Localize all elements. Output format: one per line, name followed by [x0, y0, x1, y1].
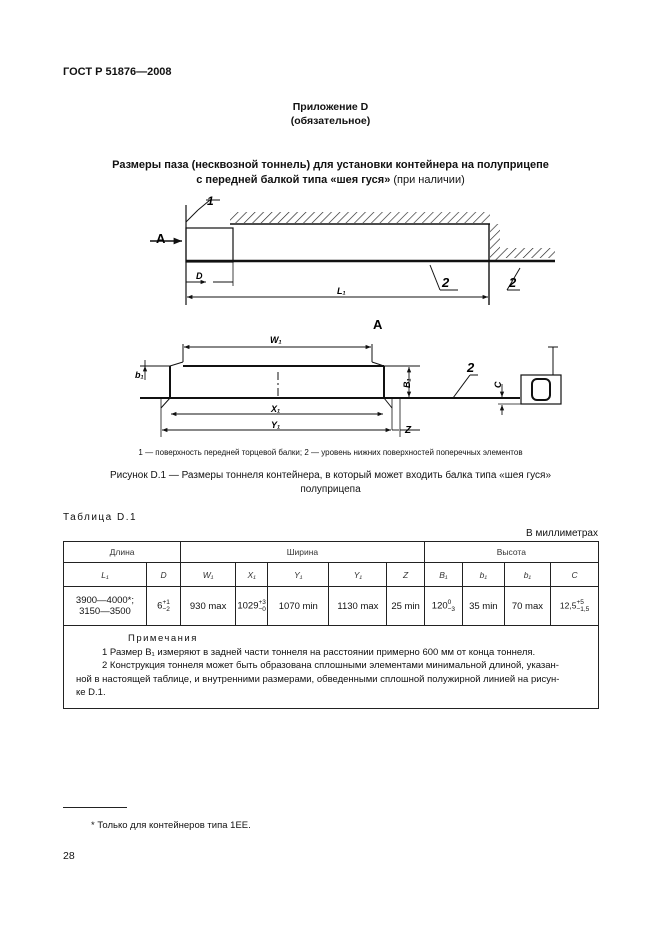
caption-line2: полуприцепа [300, 484, 361, 495]
col-header: W₁ [181, 563, 236, 587]
cell-y1-min: 1070 min [268, 587, 329, 626]
cell-y1-max: 1130 max [329, 587, 387, 626]
col-header: b₁ [463, 563, 504, 587]
col-header: Z [387, 563, 424, 587]
cell-d-sub: −2 [162, 606, 170, 613]
dim-x1-label: X₁ [271, 404, 281, 414]
annex-label: Приложение D [292, 101, 369, 113]
page-number: 28 [63, 850, 75, 862]
table-d1 [63, 541, 599, 709]
dim-l1-label: L₁ [337, 286, 346, 296]
document-header: ГОСТ Р 51876—2008 [63, 66, 172, 78]
dim-b1-small-label: b₁ [135, 370, 144, 380]
dim-c-label: C [493, 381, 503, 388]
col-header: X₁ [236, 563, 268, 587]
cell-c-sup: +5 [576, 599, 584, 606]
cell-d [146, 587, 180, 626]
col-header: B₁ [424, 563, 462, 587]
table-row [64, 587, 599, 626]
callout-2-right: 2 [509, 275, 517, 290]
dim-z-label: Z [405, 425, 412, 436]
cell-d-sup: +1 [162, 599, 170, 606]
col-header: Y₁ [329, 563, 387, 587]
cell-x1 [236, 587, 268, 626]
cell-b1-min: 35 min [463, 587, 504, 626]
col-header: Y₁ [268, 563, 329, 587]
label-a-arrow: A [156, 231, 166, 246]
dim-d-label: D [196, 271, 203, 281]
cell-w1: 930 max [181, 587, 236, 626]
cell-b1-sub: −3 [447, 606, 456, 613]
group-header-length: Длина [64, 542, 181, 563]
callout-2-view-a: 2 [467, 360, 475, 375]
notes-cell [64, 626, 599, 709]
figure-legend: 1 — поверхность передней торцевой балки; 2 — уровень нижних поверхностей поперечных элементов [138, 448, 523, 457]
footnote-divider [63, 807, 127, 808]
cell-c [551, 587, 599, 626]
cross-section-view-a [140, 344, 561, 437]
cell-c-sub: −1,5 [576, 606, 590, 613]
dim-b1-label: B₁ [402, 378, 412, 388]
cell-b1-max: 70 max [504, 587, 551, 626]
cell-b1-sup: 0 [447, 599, 452, 606]
col-header: D [146, 563, 180, 587]
cell-x1-sub: −0 [258, 606, 266, 613]
group-header-width: Ширина [181, 542, 425, 563]
figure-caption [0, 469, 661, 497]
group-header-row [64, 542, 599, 563]
title-line1: Размеры паза (несквозной тоннель) для установки контейнера на полуприцепе [112, 159, 549, 171]
footnote: * Только для контейнеров типа 1EE. [91, 820, 251, 831]
dim-y1-label: Y₁ [271, 420, 281, 430]
cell-d-base: 6 [157, 600, 163, 612]
cell-l1-b: 3150—3500 [79, 606, 131, 617]
title-line2-normal: (при наличии) [390, 174, 465, 186]
caption-line1: Рисунок D.1 — Размеры тоннеля контейнера, в который может входить балка типа «шея гуся» [109, 470, 552, 481]
group-header-height: Высота [424, 542, 598, 563]
col-header: C [551, 563, 599, 587]
cell-b1-base: 120 [431, 600, 448, 612]
table-units: В миллиметрах [526, 528, 598, 539]
col-header: b₁ [504, 563, 551, 587]
note-2-line2: ной в настоящей таблице, и внутренними размерами, обведенными сплошной полужирной линией на рисун- [76, 673, 560, 685]
note-2-line1: 2 Конструкция тоннеля может быть образована сплошными элементами минимальной длиной, указан- [102, 660, 559, 671]
cell-x1-base: 1029 [237, 600, 259, 612]
cell-b1 [424, 587, 462, 626]
cell-l1 [64, 587, 147, 626]
cell-z: 25 min [387, 587, 424, 626]
side-section-view [150, 200, 555, 305]
note-1: 1 Размер B₁ измеряют в задней части тоннеля на расстоянии примерно 600 мм от конца тоннеля. [102, 646, 536, 658]
notes-title: Примечания [128, 633, 198, 644]
dim-w1-label: W₁ [270, 335, 282, 345]
column-header-row [64, 563, 599, 587]
cell-l1-a: 3900—4000*; [75, 595, 135, 606]
cell-c-base: 12,5 [559, 600, 577, 611]
col-header: L₁ [64, 563, 147, 587]
table-caption: Таблица D.1 [63, 512, 138, 523]
title-line2-bold: с передней балкой типа «шея гуся» [196, 174, 391, 186]
view-a-label: A [373, 317, 383, 332]
callout-2-top: 2 [442, 275, 450, 290]
cell-x1-sup: +3 [258, 599, 266, 606]
note-2-line3: ке D.1. [76, 687, 106, 698]
notes-row [64, 626, 599, 709]
callout-1: 1 [207, 194, 214, 208]
annex-status: (обязательное) [290, 115, 371, 127]
